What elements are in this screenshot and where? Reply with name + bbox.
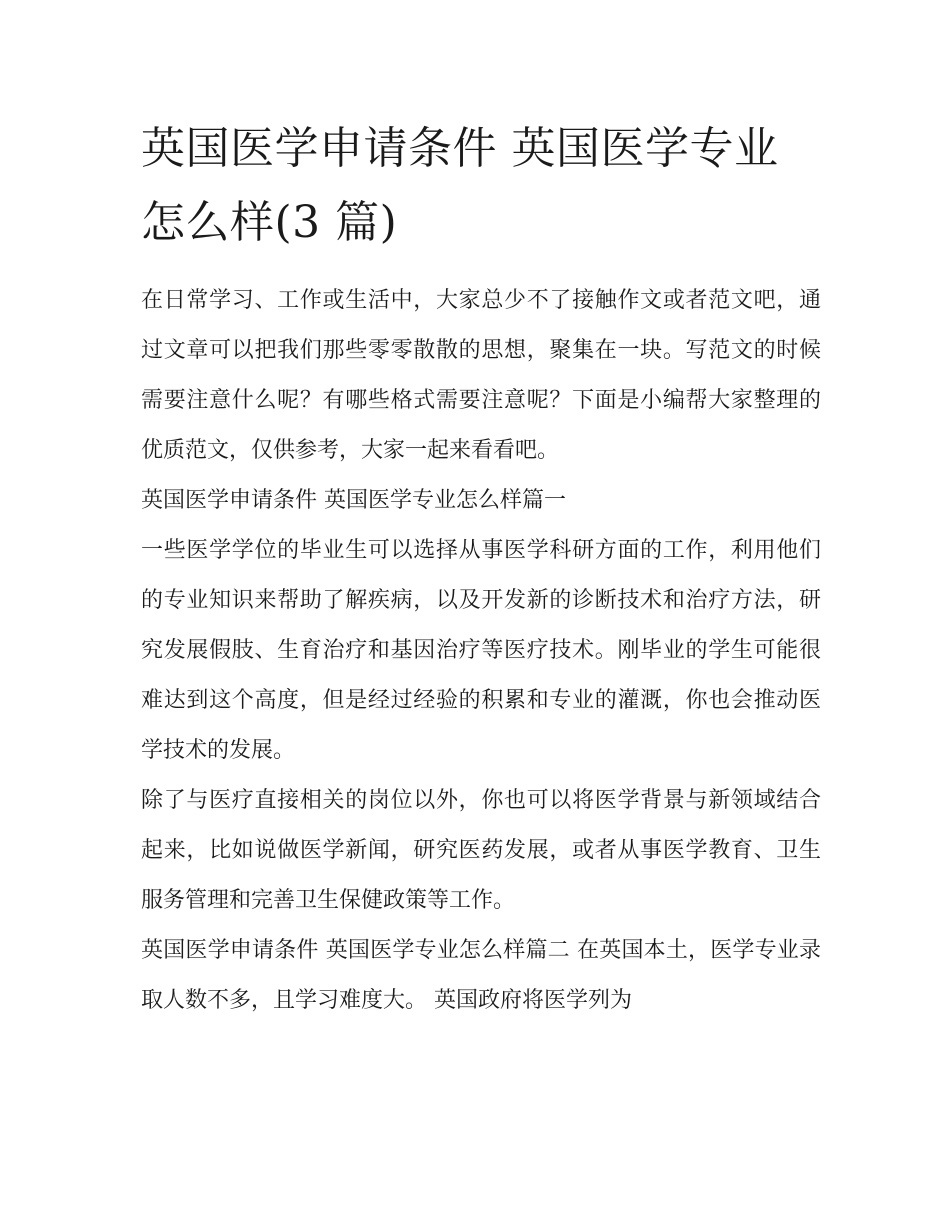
document-title: 英国医学申请条件 英国医学专业怎么样(3 篇) — [141, 123, 779, 248]
section-heading-1: 英国医学申请条件 英国医学专业怎么样篇一 — [141, 488, 566, 513]
section-heading-2: 英国医学申请条件 英国医学专业怎么样篇二 在英国本土，医学专业录取人数不多，且学习难度大。 英国政府将医学列为 — [141, 938, 821, 1013]
body-paragraph-research: 一些医学学位的毕业生可以选择从事医学科研方面的工作，利用他们的专业知识来帮助了解疾病，以及开发新的诊断技术和治疗方法，研究发展假肢、生育治疗和基因治疗等医疗技术。刚毕业的学生可能很难达到这个高度，但是经过经验的积累和专业的灌溉，你也会推动医学技术的发展。 — [141, 538, 821, 763]
body-paragraph-other-fields: 除了与医疗直接相关的岗位以外，你也可以将医学背景与新领域结合起来，比如说做医学新闻，研究医药发展，或者从事医学教育、卫生服务管理和完善卫生保健政策等工作。 — [141, 788, 821, 913]
document-body — [141, 112, 821, 1026]
intro-paragraph: 在日常学习、工作或生活中，大家总少不了接触作文或者范文吧，通过文章可以把我们那些零零散散的思想，聚集在一块。写范文的时候需要注意什么呢？有哪些格式需要注意呢？下面是小编帮大家整理的优质范文，仅供参考，大家一起来看看吧。 — [141, 288, 821, 463]
